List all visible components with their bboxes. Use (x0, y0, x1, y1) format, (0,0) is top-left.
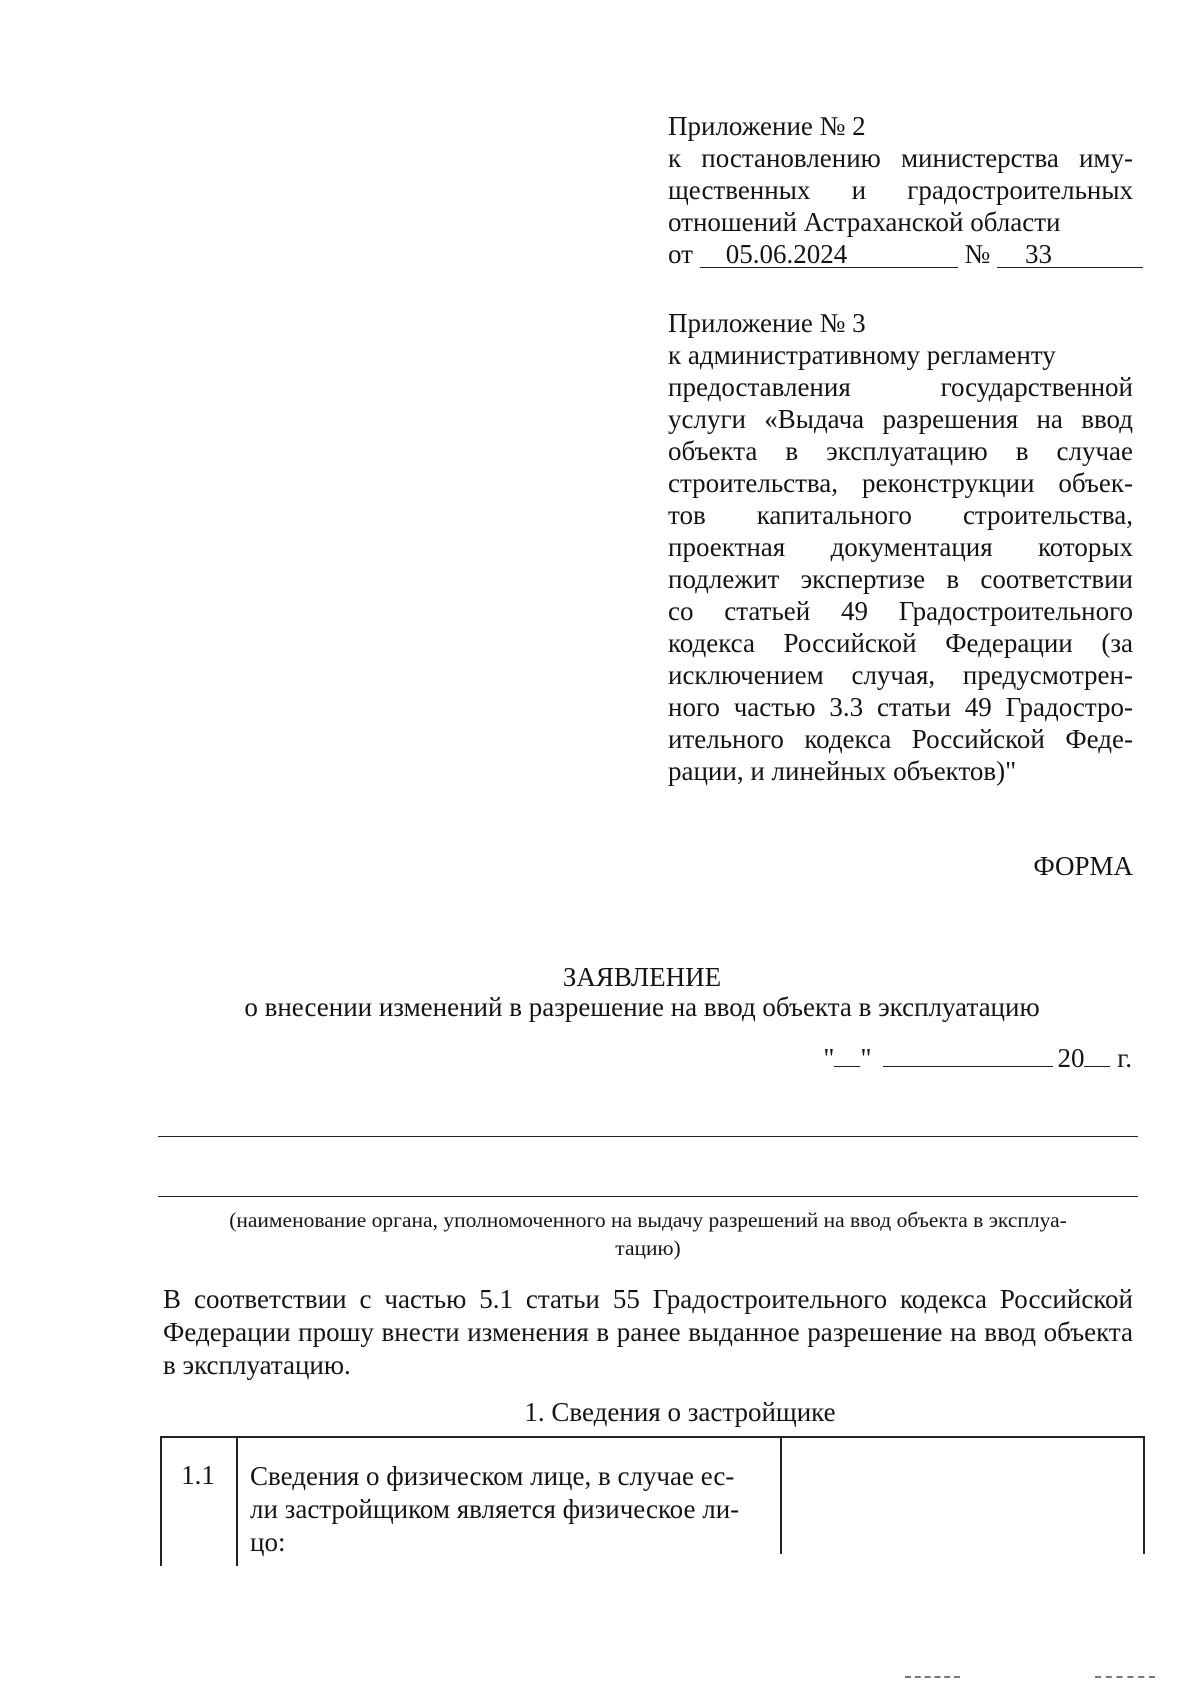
request-paragraph: В соответствии с частью 5.1 статьи 55 Градостроительного кодекса Российской Федерации прошу внести изменения в ранее выданное разрешение на ввод объекта в эксплуатацию. (163, 1284, 1133, 1380)
date-close-quote: " (860, 1043, 872, 1073)
year-blank (1084, 1044, 1110, 1067)
appendix-3-block (668, 307, 1133, 787)
appendix-3-line: предоставления государственной (668, 372, 1133, 402)
appendix-2-heading: Приложение № 2 (668, 111, 866, 141)
appendix-3-line: со статьей 49 Градостроительного (668, 596, 1133, 626)
authority-blank-line (158, 1136, 1138, 1137)
date-prefix: от (668, 239, 693, 269)
date-open-quote: " (823, 1043, 835, 1073)
form-label: ФОРМА (1033, 851, 1133, 881)
row-label-line: Сведения о физическом лице, в случае ес- (250, 1461, 735, 1491)
appendix-3-line: к административному регламенту (668, 340, 1056, 370)
year-suffix: г. (1117, 1043, 1132, 1073)
appendix-2-block (668, 110, 1133, 270)
appendix-3-line: объекта в эксплуатацию в случае (668, 436, 1133, 466)
row-label-line: цо: (250, 1527, 286, 1557)
appendix-3-line: ительного кодекса Российской Феде- (668, 724, 1133, 754)
date-value: 05.06.2024 (700, 241, 958, 268)
appendix-3-line: проектная документация которых (668, 532, 1133, 562)
table-border (160, 1436, 1144, 1438)
appendix-3-line: исключением случая, предусмотрен- (668, 660, 1133, 690)
appendix-3-line: ного частью 3.3 статьи 49 Градостро- (668, 692, 1133, 722)
appendix-3-line: тов капитального строительства, (668, 500, 1133, 530)
day-blank (834, 1044, 860, 1067)
appendix-2-line: отношений Астраханской области (668, 207, 1061, 237)
row-number: 1.1 (181, 1460, 215, 1490)
number-prefix: № (964, 239, 991, 269)
document-subtitle: о внесении изменений в разрешение на ввод объекта в эксплуатацию (244, 992, 1040, 1022)
appendix-3-line: подлежит экспертизе в соответствии (668, 564, 1133, 594)
appendix-3-heading: Приложение № 3 (668, 308, 866, 338)
table-border (236, 1436, 238, 1566)
developer-info-table (160, 1436, 1144, 1566)
month-blank (883, 1044, 1053, 1067)
application-date-line (823, 1043, 1132, 1074)
number-value: 33 (997, 241, 1143, 268)
year-prefix: 20 (1057, 1043, 1085, 1073)
row-label (250, 1460, 770, 1559)
authority-caption (163, 1206, 1133, 1262)
scan-artifact (1095, 1676, 1155, 1680)
table-border (780, 1436, 782, 1554)
appendix-2-line: к постановлению министерства иму- (668, 143, 1133, 173)
section-heading: 1. Сведения о застройщике (524, 1397, 836, 1427)
appendix-3-line: кодекса Российской Федерации (за (668, 628, 1133, 658)
table-border (1143, 1436, 1145, 1554)
scan-artifact (905, 1676, 960, 1680)
appendix-3-line: строительства, реконструкции объек- (668, 468, 1133, 498)
table-border (160, 1436, 162, 1566)
authority-caption-line: (наименование органа, уполномоченного на выдачу разрешений на ввод объекта в эксплуа- (229, 1208, 1067, 1232)
appendix-2-date-line (668, 238, 1133, 270)
appendix-3-line: рации, и линейных объектов)" (668, 756, 1017, 786)
authority-caption-line: тацию) (615, 1236, 681, 1260)
appendix-2-line: щественных и градостроительных (668, 175, 1133, 205)
document-title: ЗАЯВЛЕНИЕ (562, 962, 722, 992)
appendix-3-line: услуги «Выдача разрешения на ввод (668, 404, 1133, 434)
row-label-line: ли застройщиком является физическое ли- (250, 1494, 740, 1524)
authority-blank-line (158, 1196, 1138, 1197)
